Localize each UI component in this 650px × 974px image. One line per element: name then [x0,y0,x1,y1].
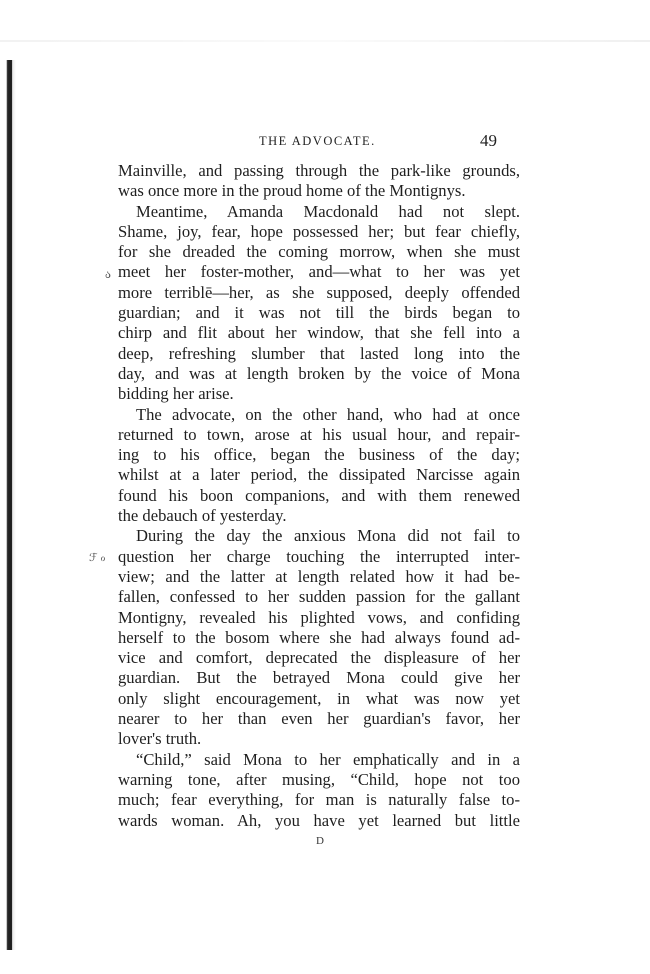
running-head: THE ADVOCATE. [259,134,376,148]
text-line: herself to the bosom where she had always found ad- [118,627,520,647]
text-line: ing to his office, began the business of the day; [118,445,520,465]
page-number: 49 [480,131,497,150]
text-line: Meantime, Amanda Macdonald had not slept. [136,201,520,221]
text-line: nearer to her than even her guardian's favor, her [118,709,520,729]
text-line: the debauch of yesterday. [118,506,287,526]
margin-mark: ა [105,269,111,281]
text-line: for she dreaded the coming morrow, when she must [118,242,520,262]
text-line: guardian; and it was not till the birds began to [118,303,520,323]
text-line: The advocate, on the other hand, who had at once [136,404,520,424]
text-line: wards woman. Ah, you have yet learned but little [118,810,520,830]
text-line: lover's truth. [118,729,202,749]
text-line: warning tone, after musing, “Child, hope not too [118,769,520,789]
text-line: bidding her arise. [118,384,234,404]
text-line: was once more in the proud home of the Montignys. [118,181,466,201]
text-line: Mainville, and passing through the park-like grounds, [118,161,520,180]
text-line: deep, refreshing slumber that lasted long into the [118,343,520,363]
body-text [118,161,520,831]
text-line: During the day the anxious Mona did not fail to [136,526,520,546]
text-line: returned to town, arose at his usual hour, and repair- [118,424,520,444]
text-line: fallen, confessed to her sudden passion for the gallant [118,587,520,607]
text-line: much; fear everything, for man is naturally false to- [118,790,520,810]
page-header [110,131,530,153]
margin-mark: ℱ ℴ [89,552,106,564]
book-binding-edge [0,60,62,950]
text-line: found his boon companions, and with them renewed [118,485,520,505]
text-line: question her charge touching the interrupted inter- [118,546,520,566]
text-line: Shame, joy, fear, hope possessed her; but fear chiefly, [118,221,520,241]
text-line: guardian. But the betrayed Mona could give her [118,668,520,688]
text-line: whilst at a later period, the dissipated Narcisse again [118,465,520,485]
signature-mark: D [316,835,324,847]
text-line: only slight encouragement, in what was now yet [118,688,520,708]
text-line: day, and was at length broken by the voice of Mona [118,363,520,383]
text-line: Montigny, revealed his plighted vows, and confiding [118,607,520,627]
text-line: “Child,” said Mona to her emphatically and in a [136,749,520,769]
text-line: view; and the latter at length related how it had be- [118,566,520,586]
text-line: vice and comfort, deprecated the displeasure of her [118,648,520,668]
book-page [110,0,530,974]
text-line: more terriblē—her, as she supposed, deeply offended [118,282,520,302]
text-line: chirp and flit about her window, that she fell into a [118,323,520,343]
text-line: meet her foster-mother, and—what to her was yet [118,262,520,282]
